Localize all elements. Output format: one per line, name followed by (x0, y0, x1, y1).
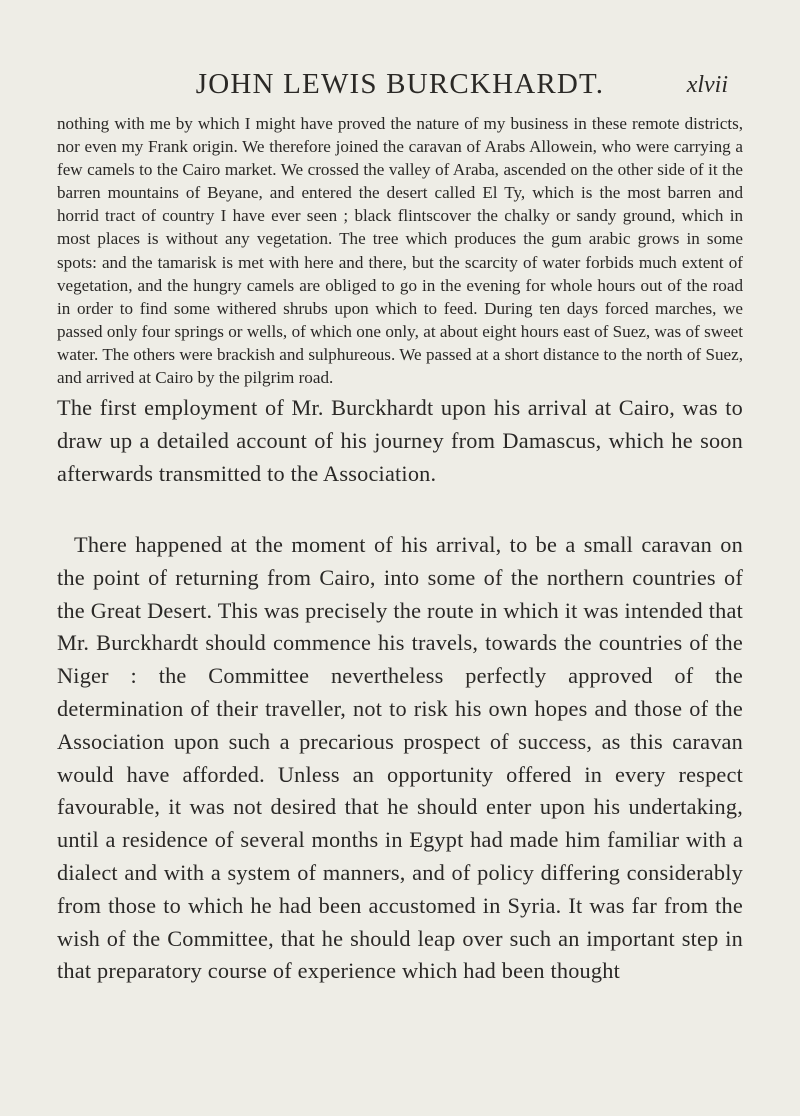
paragraph-2-text: The first employment of Mr. Burckhardt upon his arrival at Cairo, was to draw up a detailed account of his journey from Damascus, which he soon afterwards transmitted to the Association. (57, 395, 743, 486)
paragraph-3-text: There happened at the moment of his arrival, to be a small caravan on the point of returning from Cairo, into some of the northern countries of the Great Desert. This was precisely the route in which it was intended that Mr. Burckhardt should commence his travels, towards the countries of the Niger : the Committee nevertheless perfectly approved of the determination of their traveller, not to risk his own hopes and those of the Association upon such a precarious prospect of success, as this caravan would have afforded. Unless an opportunity offered in every respect favourable, it was not desired that he should enter upon his undertaking, until a residence of several months in Egypt had made him familiar with a dialect and with a system of manners, and of policy differing considerably from those to which he had been accustomed in Syria. It was far from the wish of the Committee, that he should leap over such an important step in that preparatory course of experience which had been thought (57, 532, 743, 984)
paragraph-1-text: nothing with me by which I might have proved the nature of my business in these remote districts, nor even my Frank origin. We therefore joined the caravan of Arabs Allowein, who were carrying a few camels to the Cairo market. We crossed the valley of Araba, ascended on the other side of it the barren mountains of Beyane, and entered the desert called El Ty, which is the most barren and horrid tract of country I have ever seen ; black flintscover the chalky or sandy ground, which in most places is without any vegetation. The tree which produces the gum arabic grows in some spots: and the tamarisk is met with here and there, but the scarcity of water forbids much extent of vegetation, and the hungry camels are obliged to go in the evening for whole hours out of the road in order to find some withered shrubs upon which to feed. During ten days forced marches, we passed only four springs or wells, of which one only, at about eight hours east of Suez, was of sweet water. The others were brackish and sulphureous. We passed at a short distance to the north of Suez, and arrived at Cairo by the pilgrim road. (57, 114, 743, 388)
page-number: xlvii (686, 72, 728, 98)
paragraph-1 (57, 112, 743, 389)
page-header (0, 68, 800, 108)
paragraph-3 (57, 529, 743, 988)
paragraph-2 (57, 392, 743, 490)
running-head: JOHN LEWIS BURCKHARDT. (195, 68, 605, 100)
